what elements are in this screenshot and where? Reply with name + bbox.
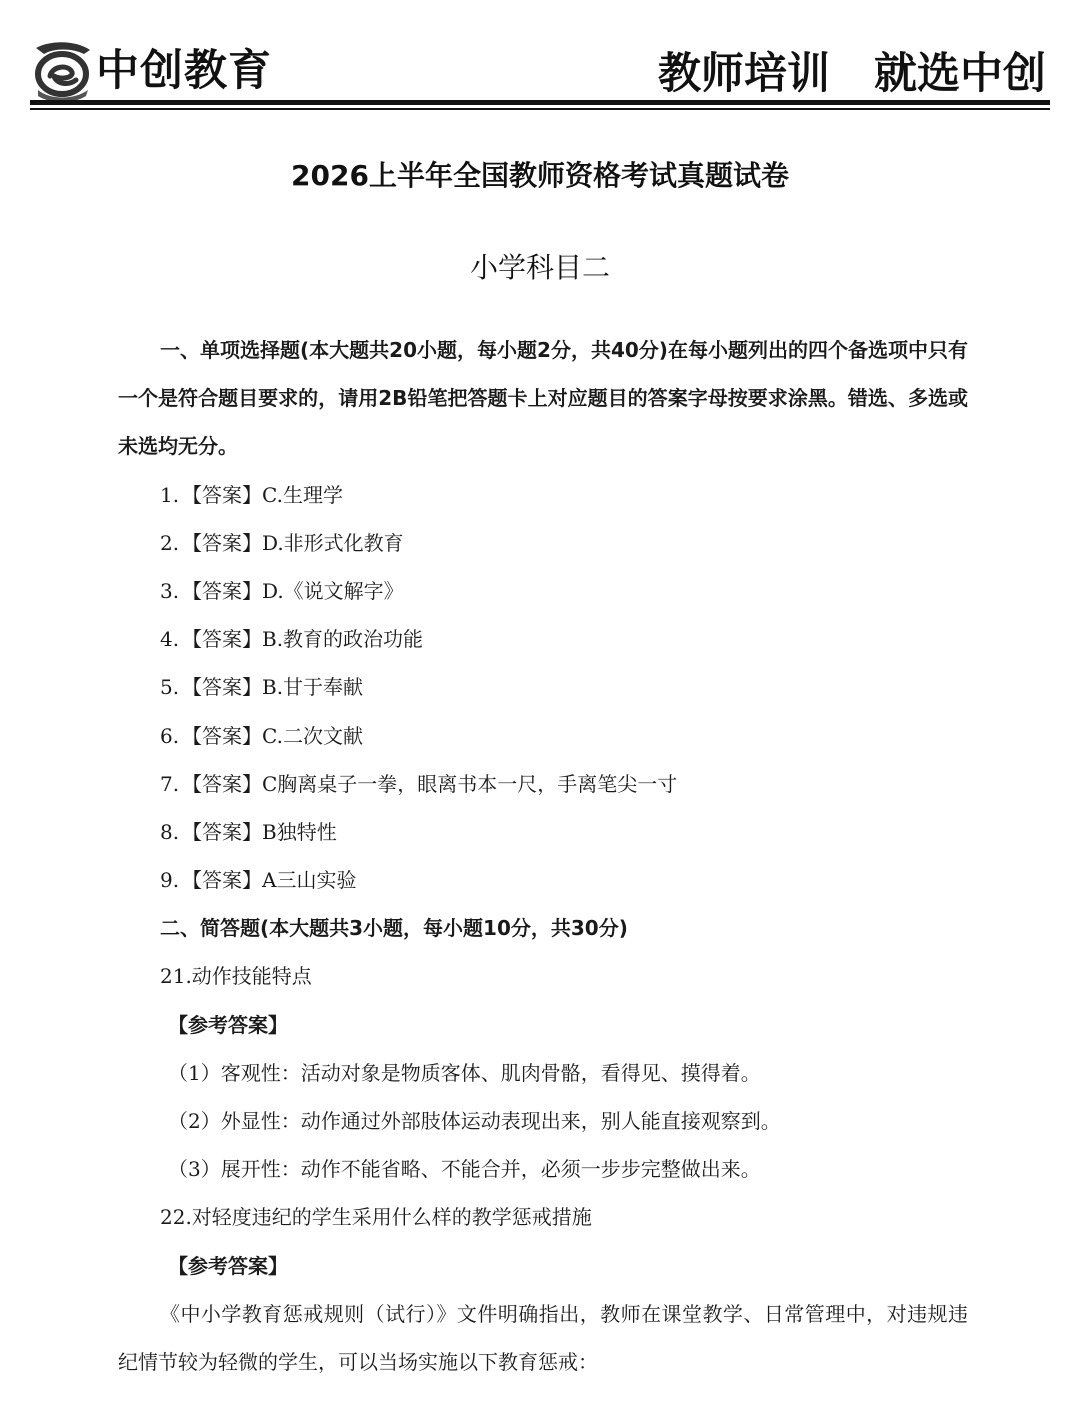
answer-text: 【答案】B独特性	[182, 819, 337, 844]
answer-point: （2）外显性：动作通过外部肢体运动表现出来，别人能直接观察到。	[168, 1109, 781, 1134]
logo-text: 中创教育	[96, 46, 272, 96]
answer-point: （3）展开性：动作不能省略、不能合并，必须一步步完整做出来。	[168, 1157, 761, 1182]
document-subtitle: 小学科目二	[469, 251, 610, 284]
answer-number: 5.	[160, 675, 180, 700]
answer-item	[118, 519, 968, 567]
answer-number: 1.	[160, 482, 180, 507]
answer-text: 【答案】C胸离桌子一拳，眼离书本一尺，手离笔尖一寸	[182, 771, 678, 796]
document-title: 2026上半年全国教师资格考试真题试卷	[291, 159, 789, 192]
answer-text: 【答案】B.甘于奉献	[182, 675, 364, 700]
answer-point: （1）客观性：活动对象是物质客体、肌肉骨骼，看得见、摸得着。	[168, 1060, 761, 1085]
answer-number: 6.	[160, 723, 180, 748]
slogan-right: 就选中创	[874, 49, 1046, 99]
reference-answer-label: 【参考答案】	[168, 1253, 288, 1278]
header-rule-thick	[30, 100, 1050, 105]
answer-item	[118, 808, 968, 856]
answer-paragraph: 《中小学教育惩戒规则（试行）》文件明确指出，教师在课堂教学、日常管理中，对违规违纪情节较为轻微的学生，可以当场实施以下教育惩戒：	[118, 1301, 968, 1374]
reference-answer-label: 【参考答案】	[168, 1012, 288, 1037]
answer-item	[118, 567, 968, 615]
answer-text: 【答案】B.教育的政治功能	[182, 627, 424, 652]
answer-text: 【答案】D.《说文解字》	[182, 578, 404, 603]
answer-text: 【答案】D.非形式化教育	[182, 530, 404, 555]
answer-number: 9.	[160, 868, 180, 893]
header-slogan	[658, 44, 1046, 104]
answer-item	[118, 712, 968, 760]
answer-text: 【答案】A三山实验	[182, 868, 357, 893]
document-body	[118, 326, 968, 1386]
section2-heading: 二、简答题(本大题共3小题，每小题10分，共30分)	[160, 916, 628, 941]
question-21: 21.动作技能特点	[160, 964, 312, 989]
answer-text: 【答案】C.生理学	[182, 482, 343, 507]
section1-instruction: 一、单项选择题(本大题共20小题，每小题2分，共40分)在每小题列出的四个备选项中只有一个是符合题目要求的，请用2B铅笔把答题卡上对应题目的答案字母按要求涂黑。错选、多选或未选均无分。	[118, 338, 968, 459]
answer-text: 【答案】C.二次文献	[182, 723, 363, 748]
answer-item	[118, 856, 968, 904]
answer-item	[118, 663, 968, 711]
answer-list	[118, 471, 968, 905]
slogan-left: 教师培训	[658, 49, 830, 99]
answer-item	[118, 615, 968, 663]
zhongchuang-logo-icon	[30, 40, 94, 102]
answer-number: 8.	[160, 819, 180, 844]
answer-item	[118, 471, 968, 519]
answer-number: 7.	[160, 771, 180, 796]
question-22: 22.对轻度违纪的学生采用什么样的教学惩戒措施	[160, 1205, 592, 1230]
header-rule-thin	[30, 108, 1050, 110]
answer-number: 2.	[160, 530, 180, 555]
page-header	[0, 0, 1080, 115]
answer-number: 3.	[160, 578, 180, 603]
answer-item	[118, 760, 968, 808]
logo	[30, 40, 272, 102]
answer-number: 4.	[160, 627, 180, 652]
